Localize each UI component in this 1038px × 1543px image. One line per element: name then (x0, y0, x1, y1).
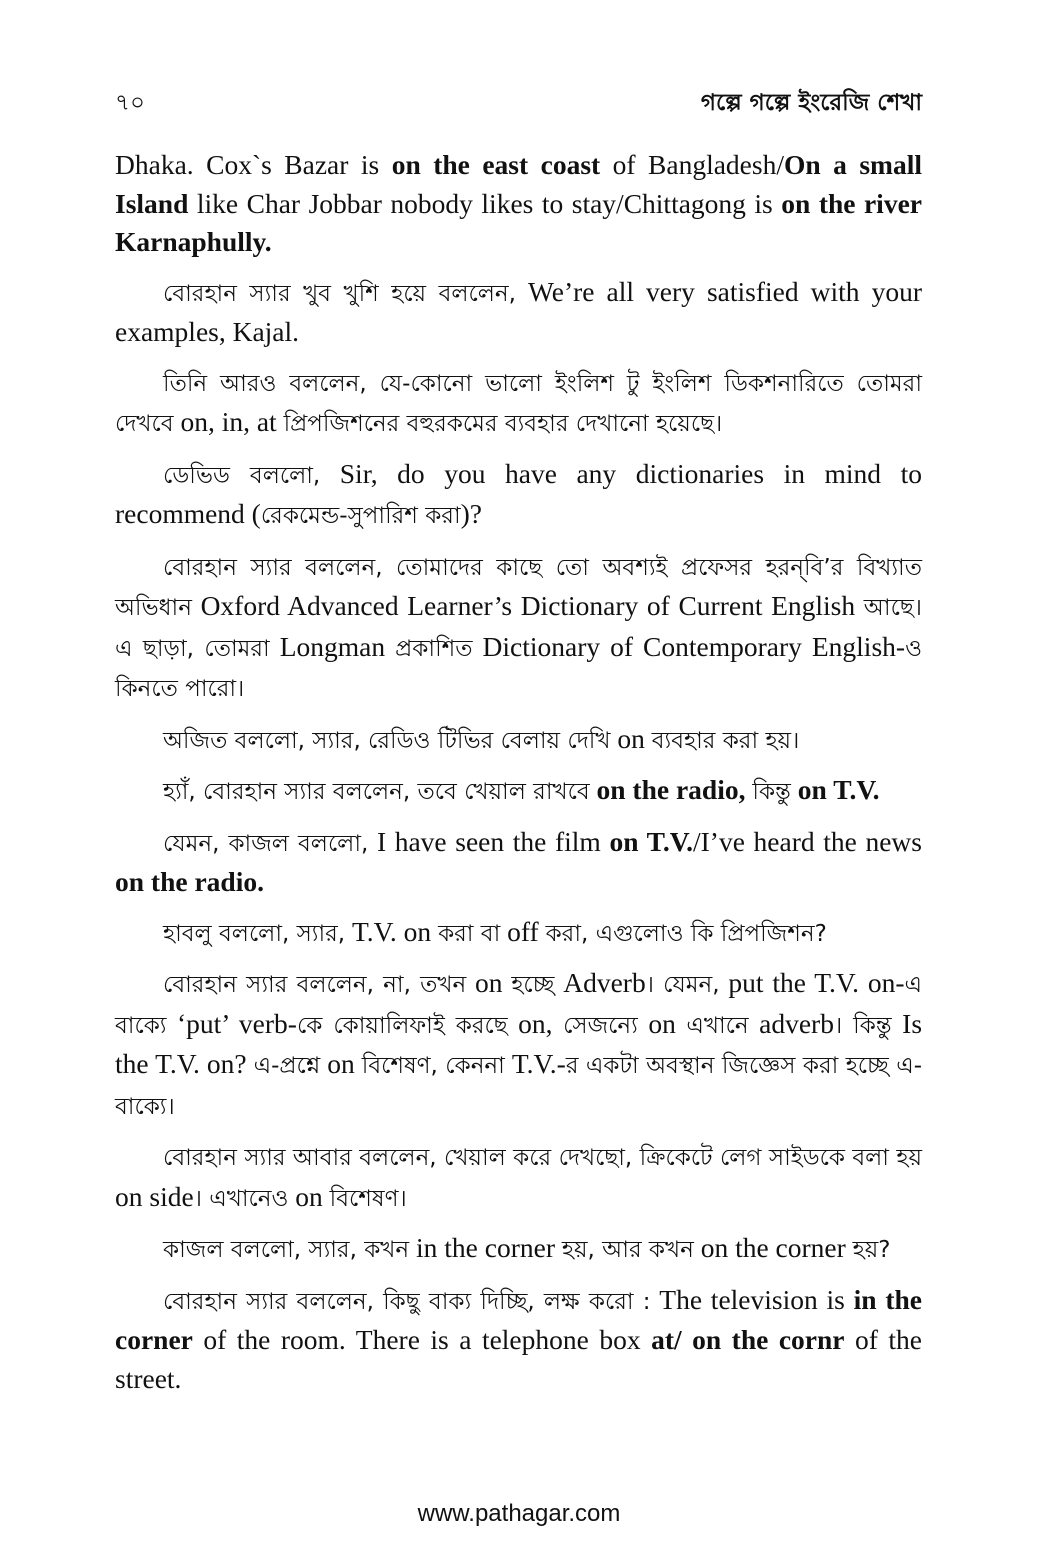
text-segment: /I’ve heard the news (693, 825, 922, 857)
text-segment: on (466, 967, 512, 998)
text-segment: । কিন্তু (833, 1012, 892, 1039)
text-segment: ব্যবহার করা হয়। (651, 727, 800, 754)
text-segment: on (320, 1048, 362, 1079)
text-segment: in the corner (409, 1232, 562, 1263)
text-segment: হাবলু বললো, স্যার, (163, 920, 346, 947)
text-segment: যেমন, কাজল বললো, (163, 830, 369, 857)
text-segment: on, in, at (173, 406, 284, 437)
footer-website: www.pathagar.com (417, 1500, 621, 1527)
bold-phrase: on the radio, (596, 774, 746, 805)
text-segment (590, 774, 597, 805)
bold-phrase: on T.V. (609, 825, 693, 857)
text-segment: বিশেষণ, কেননা (361, 1053, 505, 1079)
body-text (115, 146, 922, 1409)
text-segment: adverb (748, 1007, 834, 1039)
text-segment: । এখানেও (193, 1185, 289, 1212)
text-segment: )? (460, 498, 483, 529)
text-segment: ‘put’ verb- (166, 1007, 297, 1039)
page-number: ৭০ (115, 90, 145, 116)
text-segment: এখানে (686, 1012, 749, 1039)
text-segment: বোরহান স্যার বললেন, না, তখন (163, 972, 467, 998)
text-segment: on (610, 722, 652, 754)
text-segment: তিনি আরও বললেন, যে-কোনো ভালো ইংলিশ টু ইংলিশ ডিকশনারিতে তোমরা দেখবে (115, 370, 922, 437)
paragraph (115, 146, 922, 262)
paragraph (115, 771, 922, 812)
text-segment: রেকমেন্ড-সুপারিশ করা (260, 503, 461, 529)
text-segment: হচ্ছে (511, 972, 555, 998)
text-segment: of the street. (115, 1324, 922, 1394)
text-segment: on (637, 1007, 687, 1039)
text-segment: অজিত বললো, স্যার, রেডিও টিভির বেলায় দেখি (163, 727, 611, 754)
text-segment: কে কোয়ালিফাই করছে (296, 1012, 508, 1039)
text-segment: Longman (269, 630, 396, 662)
bold-phrase: on the east coast (391, 149, 601, 180)
text-segment: বোরহান স্যার খুব খুশি হয়ে বললেন, (163, 280, 516, 307)
paragraph (115, 547, 922, 709)
paragraph (115, 455, 922, 536)
paragraph (115, 964, 922, 1126)
text-segment: Dictionary of Contemporary English- (472, 630, 906, 662)
text-segment: Dhaka. Cox`s Bazar is (115, 149, 392, 180)
text-segment: like Char Jobbar nobody likes to stay/Chittagong is (188, 187, 782, 219)
text-segment: on (288, 1180, 330, 1212)
text-segment: Oxford Advanced Learner’s Dictionary of Current English (191, 590, 864, 621)
text-segment: এ বাক্যে (115, 972, 922, 1039)
paragraph (115, 720, 922, 761)
text-segment: Sir, do you have any dictionaries in mind to recommend ( (115, 457, 922, 529)
text-segment: T.V.- (504, 1048, 566, 1079)
page-header (115, 84, 922, 116)
text-segment: এ-প্রশ্নে (253, 1053, 321, 1079)
text-segment: ও কিনতে পারো। (115, 635, 922, 702)
paragraph (115, 273, 922, 352)
paragraph (115, 823, 922, 902)
text-segment: on the corner (693, 1232, 853, 1263)
running-title: গল্পে গল্পে ইংরেজি শেখা (700, 90, 922, 116)
paragraph (115, 913, 922, 954)
text-segment: of Bangladesh/ (600, 149, 784, 180)
text-segment: of the room. There is a telephone box (192, 1324, 652, 1355)
text-segment: করা, এগুলোও কি প্রিপজিশন? (545, 920, 827, 947)
bold-phrase: on T.V. (797, 774, 880, 805)
text-segment: on, (507, 1007, 564, 1039)
text-segment: বোরহান স্যার আবার বললেন, খেয়াল করে দেখছো, ক্রিকেটে লেগ সাইডকে বলা হয় (163, 1145, 923, 1171)
text-segment: সেজন্যে (563, 1012, 638, 1039)
text-segment: on side (115, 1180, 194, 1212)
text-segment: কাজল বললো, স্যার, কখন (163, 1237, 410, 1263)
text-segment: করা বা (438, 920, 501, 947)
text-segment: put the T.V. on- (719, 967, 905, 998)
text-segment: The television is (650, 1283, 854, 1315)
text-segment: হ্যাঁ, বোরহান স্যার বললেন, তবে খেয়াল রাখবে (163, 779, 590, 805)
text-segment: কিন্তু (752, 779, 791, 805)
bold-phrase: On a small Island (115, 149, 922, 219)
paragraph (115, 1229, 922, 1270)
text-segment: আছে। এ ছাড়া, তোমরা (115, 595, 922, 662)
text-segment: Adverb (554, 967, 646, 998)
bold-phrase: in the corner (115, 1283, 922, 1355)
paragraph (115, 1137, 922, 1218)
text-segment: We’re all very satisfied with your examples, Kajal. (115, 275, 922, 347)
text-segment: T.V. on (345, 915, 439, 947)
text-segment: বোরহান স্যার বললেন, তোমাদের কাছে তো অবশ্যই প্রফেসর হরন্‌বি’র বিখ্যাত অভিধান (115, 554, 922, 621)
text-segment: হয়? (852, 1237, 891, 1263)
text-segment: । যেমন, (645, 972, 720, 998)
bold-phrase: on the river Karnaphully. (115, 187, 922, 257)
text-segment: বোরহান স্যার বললেন, কিছু বাক্য দিচ্ছি, লক্ষ করো : (163, 1288, 651, 1315)
text-segment: বিশেষণ। (329, 1185, 407, 1212)
text-segment (791, 774, 798, 805)
paragraph (115, 1281, 922, 1399)
text-segment: off (500, 915, 546, 947)
text-segment: প্রকাশিত (395, 635, 473, 662)
text-segment: ডেভিড বললো, (163, 462, 321, 489)
bold-phrase: at/ on the cornr (651, 1324, 845, 1355)
text-segment: হয়, আর কখন (561, 1237, 694, 1263)
text-segment: প্রিপজিশনের বহুরকমের ব্যবহার দেখানো হয়েছে। (283, 411, 723, 437)
text-segment: Is the T.V. on? (115, 1007, 923, 1079)
text-segment: র একটা অবস্থান জিজ্ঞেস করা হচ্ছে এ-বাক্যে। (115, 1053, 923, 1120)
text-segment: I have seen the film (368, 825, 610, 857)
bold-phrase: on the radio. (115, 866, 264, 897)
paragraph (115, 363, 922, 444)
